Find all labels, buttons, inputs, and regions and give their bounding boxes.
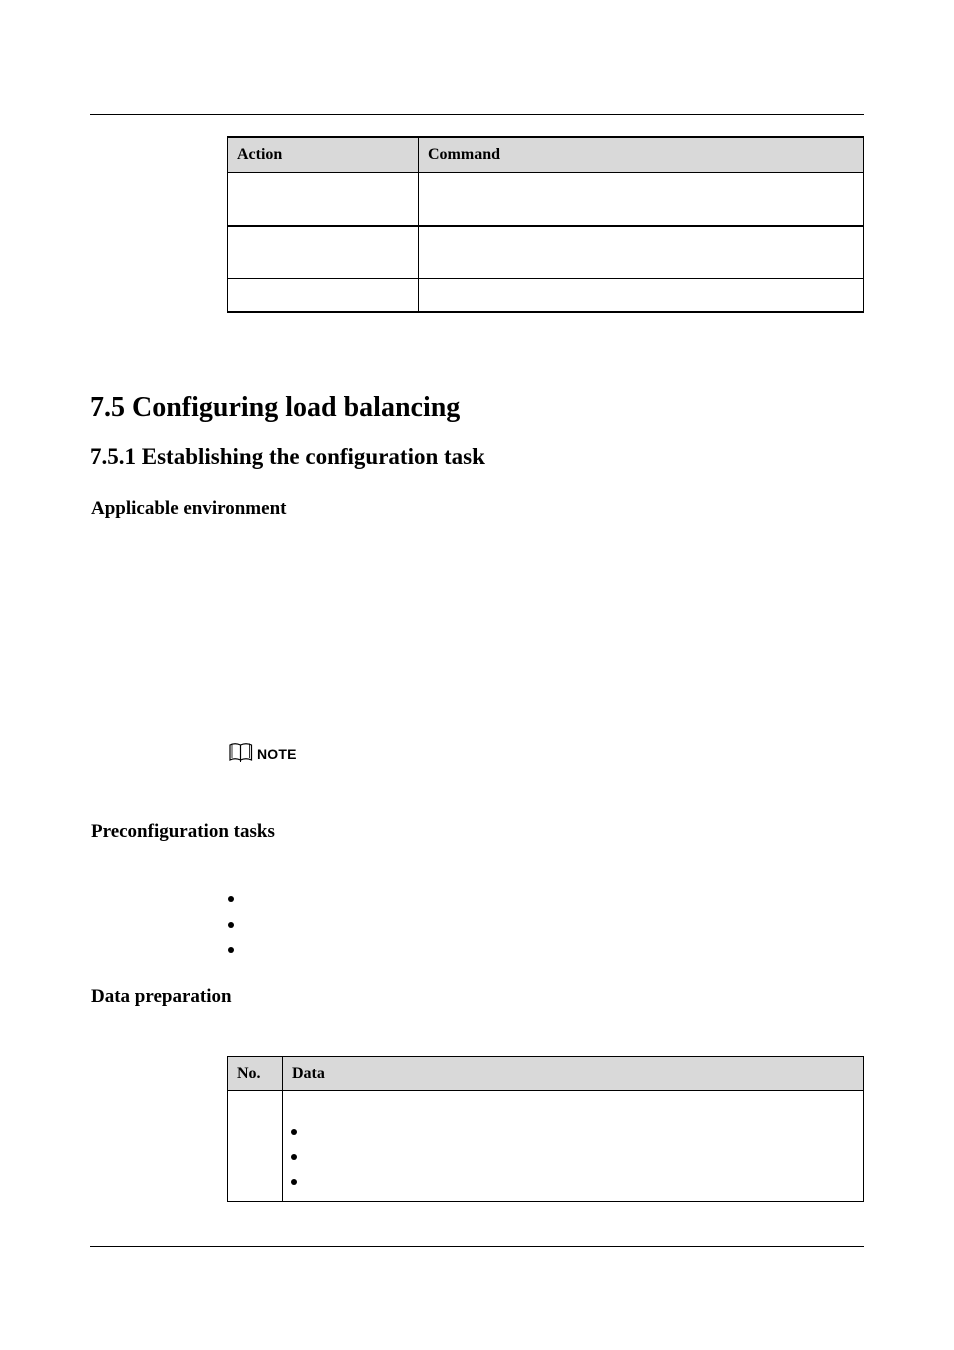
heading-data-preparation: Data preparation (91, 986, 232, 1007)
list-bullet (228, 947, 234, 953)
column-header-action: Action (228, 137, 419, 173)
note-book-icon (228, 741, 254, 763)
heading-preconfiguration-tasks: Preconfiguration tasks (91, 821, 275, 842)
command-table (227, 136, 864, 313)
column-header-no: No. (228, 1057, 283, 1091)
table-header-row (228, 1057, 864, 1091)
table-header-row (228, 137, 864, 173)
heading-applicable-environment: Applicable environment (91, 498, 287, 519)
table-cell-command (419, 173, 864, 227)
subsection-title: 7.5.1 Establishing the configuration task (90, 444, 485, 469)
table-cell-action (228, 279, 419, 313)
section-title: 7.5 Configuring load balancing (90, 392, 461, 423)
list-bullet (291, 1154, 297, 1160)
table-cell-command (419, 279, 864, 313)
list-bullet (228, 922, 234, 928)
header-rule (90, 114, 864, 115)
table-row (228, 173, 864, 227)
table-row (228, 1091, 864, 1202)
footer-rule (90, 1246, 864, 1247)
column-header-command: Command (419, 137, 864, 173)
table-cell-action (228, 226, 419, 279)
list-bullet (228, 896, 234, 902)
data-table (227, 1056, 864, 1202)
table-row (228, 279, 864, 313)
table-cell-no (228, 1091, 283, 1202)
note-label: NOTE (257, 746, 297, 762)
list-bullet (291, 1129, 297, 1135)
table-cell-action (228, 173, 419, 227)
table-row (228, 226, 864, 279)
table-cell-data (283, 1091, 864, 1202)
column-header-data: Data (283, 1057, 864, 1091)
list-bullet (291, 1179, 297, 1185)
table-cell-command (419, 226, 864, 279)
note-callout (228, 740, 297, 764)
